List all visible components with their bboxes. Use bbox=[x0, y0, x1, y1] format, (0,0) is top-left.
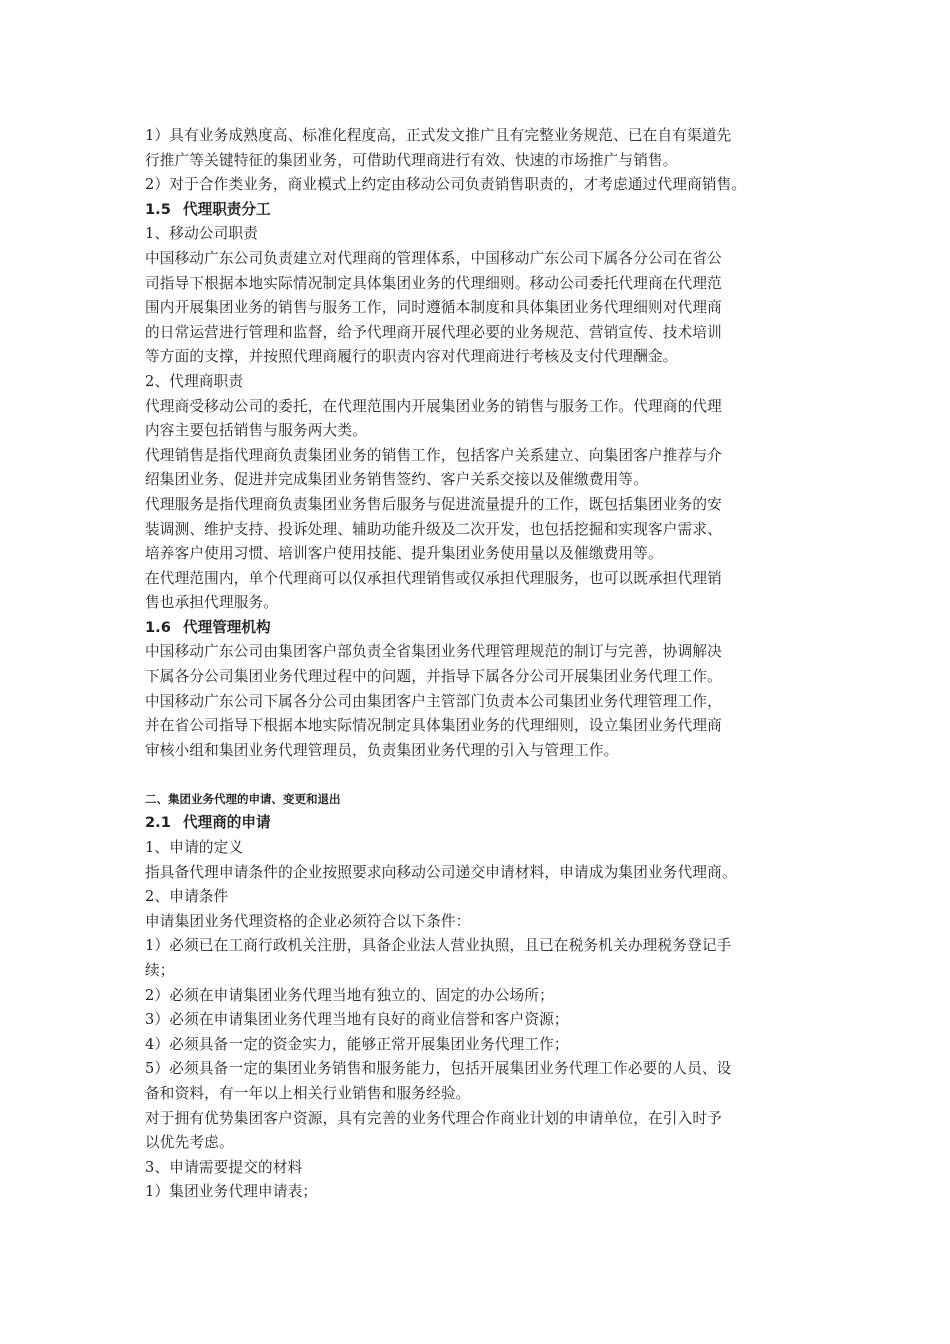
text-line: 装调测、维护支持、投诉处理、辅助功能升级及二次开发，也包括挖掘和实现客户需求、 bbox=[145, 520, 722, 538]
text-line: 1）必须已在工商行政机关注册，具备企业法人营业执照，且已在税务机关办理税务登记手 bbox=[145, 937, 732, 955]
text-line: 代理销售是指代理商负责集团业务的销售工作，包括客户关系建立、向集团客户推荐与介 bbox=[145, 446, 722, 464]
section-title: 代理商的申请 bbox=[183, 814, 271, 832]
paragraph-block-scope bbox=[145, 124, 820, 198]
section-number: 1.6 bbox=[145, 618, 171, 636]
section-heading-2-1 bbox=[145, 811, 820, 836]
text-line: 售也承担代理服务。 bbox=[145, 594, 279, 612]
text-line: 等方面的支撑，并按照代理商履行的职责内容对代理商进行考核及支付代理酬金。 bbox=[145, 348, 678, 366]
section-heading-1-6 bbox=[145, 616, 820, 641]
text-line: 行推广等关键特征的集团业务，可借助代理商进行有效、快速的市场推广与销售。 bbox=[145, 151, 678, 169]
text-line: 2、申请条件 bbox=[145, 888, 229, 906]
text-line: 围内开展集团业务的销售与服务工作，同时遵循本制度和具体集团业务代理细则对代理商 bbox=[145, 299, 722, 317]
text-line: 1）具有业务成熟度高、标准化程度高，正式发文推广且有完整业务规范、已在自有渠道先 bbox=[145, 127, 732, 144]
text-line: 并在省公司指导下根据本地实际情况制定具体集团业务的代理细则，设立集团业务代理商 bbox=[145, 717, 722, 735]
text-line: 5）必须具备一定的集团业务销售和服务能力，包括开展集团业务代理工作必要的人员、设 bbox=[145, 1060, 732, 1078]
text-line: 2）对于合作类业务，商业模式上约定由移动公司负责销售职责的，才考虑通过代理商销售。 bbox=[145, 176, 747, 194]
text-line: 以优先考虑。 bbox=[145, 1134, 234, 1152]
document-page bbox=[145, 124, 820, 1205]
text-line: 的日常运营进行管理和监督，给予代理商开展代理必要的业务规范、营销宣传、技术培训 bbox=[145, 323, 722, 341]
text-line: 3）必须在申请集团业务代理当地有良好的商业信誉和客户资源； bbox=[145, 1011, 569, 1029]
section-number: 1.5 bbox=[145, 200, 171, 218]
chapter-heading-2: 二、集团业务代理的申请、变更和退出 bbox=[145, 792, 341, 807]
paragraph-block-duties bbox=[145, 222, 820, 616]
text-line: 下属各分公司集团业务代理过程中的问题，并指导下属各分公司开展集团业务代理工作。 bbox=[145, 668, 722, 686]
text-line: 绍集团业务、促进并完成集团业务销售签约、客户关系交接以及催缴费用等。 bbox=[145, 471, 648, 489]
text-line: 中国移动广东公司下属各分公司由集团客户主管部门负责本公司集团业务代理管理工作， bbox=[145, 692, 722, 710]
text-line: 指具备代理申请条件的企业按照要求向移动公司递交申请材料，申请成为集团业务代理商。 bbox=[145, 863, 737, 881]
text-line: 3、申请需要提交的材料 bbox=[145, 1158, 303, 1176]
text-line: 中国移动广东公司由集团客户部负责全省集团业务代理管理规范的制订与完善，协调解决 bbox=[145, 643, 722, 661]
section-heading-1-5 bbox=[145, 198, 820, 223]
text-line: 在代理范围内，单个代理商可以仅承担代理销售或仅承担代理服务，也可以既承担代理销 bbox=[145, 569, 722, 587]
text-line: 中国移动广东公司负责建立对代理商的管理体系，中国移动广东公司下属各分公司在省公 bbox=[145, 249, 722, 267]
text-line: 司指导下根据本地实际情况制定具体集团业务的代理细则。移动公司委托代理商在代理范 bbox=[145, 274, 722, 292]
paragraph-block-application bbox=[145, 836, 820, 1205]
text-line: 2、代理商职责 bbox=[145, 372, 244, 390]
text-line: 申请集团业务代理资格的企业必须符合以下条件： bbox=[145, 912, 471, 930]
text-line: 审核小组和集团业务代理管理员，负责集团业务代理的引入与管理工作。 bbox=[145, 741, 619, 759]
text-line: 1、移动公司职责 bbox=[145, 225, 259, 243]
text-line: 内容主要包括销售与服务两大类。 bbox=[145, 422, 367, 440]
paragraph-block-management bbox=[145, 640, 820, 763]
text-line: 对于拥有优势集团客户资源，具有完善的业务代理合作商业计划的申请单位，在引入时予 bbox=[145, 1109, 722, 1127]
text-line: 1）集团业务代理申请表； bbox=[145, 1183, 318, 1201]
section-title: 代理职责分工 bbox=[183, 200, 271, 218]
section-title: 代理管理机构 bbox=[183, 618, 271, 636]
text-line: 4）必须具备一定的资金实力，能够正常开展集团业务代理工作； bbox=[145, 1035, 569, 1053]
text-line: 1、申请的定义 bbox=[145, 839, 244, 857]
section-number: 2.1 bbox=[145, 814, 171, 832]
text-line: 代理服务是指代理商负责集团业务售后服务与促进流量提升的工作，既包括集团业务的安 bbox=[145, 495, 722, 513]
text-line: 备和资料，有一年以上相关行业销售和服务经验。 bbox=[145, 1084, 471, 1102]
text-line: 培养客户使用习惯、培训客户使用技能、提升集团业务使用量以及催缴费用等。 bbox=[145, 545, 663, 563]
text-line: 续； bbox=[145, 962, 175, 979]
text-line: 代理商受移动公司的委托，在代理范围内开展集团业务的销售与服务工作。代理商的代理 bbox=[145, 397, 722, 415]
text-line: 2）必须在申请集团业务代理当地有独立的、固定的办公场所； bbox=[145, 986, 554, 1004]
